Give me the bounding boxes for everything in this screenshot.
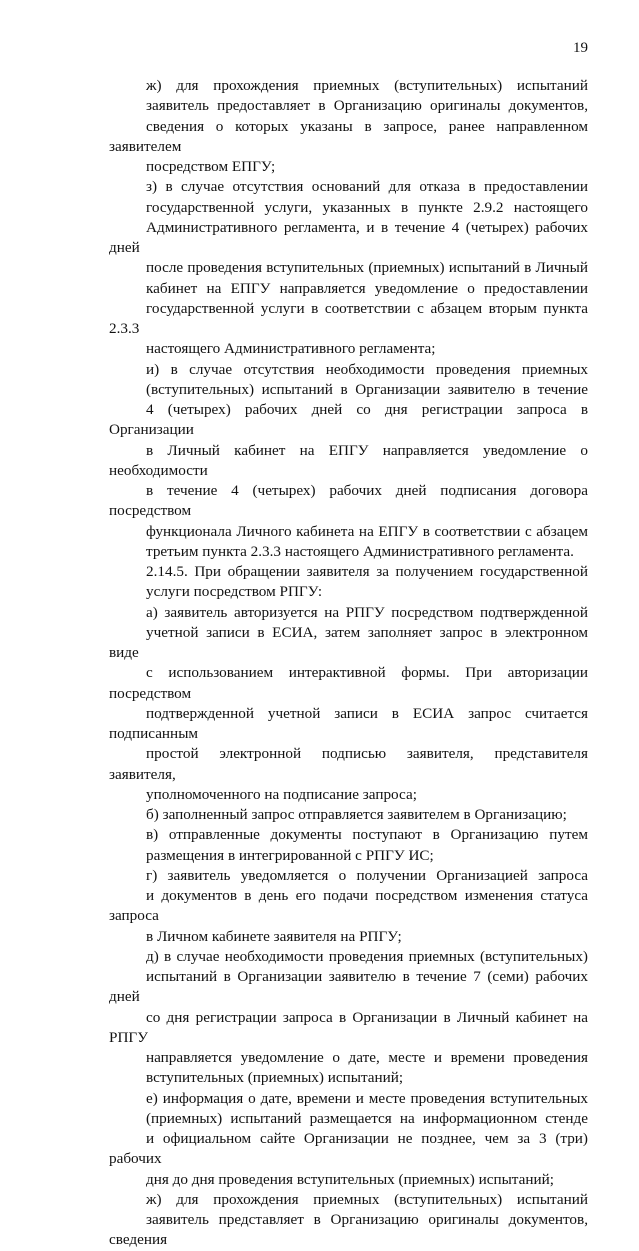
text-line: уполномоченного на подписание запроса; <box>146 785 417 803</box>
text-line: в Личном кабинете заявителя на РПГУ; <box>146 927 402 945</box>
text-line: настоящего Административного регламента; <box>146 340 436 358</box>
text-line: и документов в день его подачи посредством изменения статуса запроса <box>109 887 588 925</box>
text-line: в течение 4 (четырех) рабочих дней подписания договора посредством <box>109 482 588 520</box>
text-line: сведения о которых указаны в запросе, ранее направленном заявителем <box>109 117 588 155</box>
text-line: испытаний в Организации заявителю в течение 7 (семи) рабочих дней <box>109 968 588 1006</box>
paragraph <box>109 947 588 1089</box>
text-line: со дня регистрации запроса в Организации в Личный кабинет на РПГУ <box>109 1008 588 1046</box>
document-body <box>109 76 588 1251</box>
text-line: заявитель представляет в Организацию оригиналы документов, сведения <box>109 1211 588 1249</box>
paragraph <box>109 76 588 177</box>
text-line: Административного регламента, и в течение 4 (четырех) рабочих дней <box>109 218 588 256</box>
paragraph <box>109 805 588 825</box>
text-line: государственной услуги в соответствии с абзацем вторым пункта 2.3.3 <box>109 299 588 337</box>
text-line: третьим пункта 2.3.3 настоящего Административного регламента. <box>146 542 574 560</box>
text-line: (приемных) испытаний размещается на информационном стенде <box>146 1109 588 1127</box>
text-line: 2.14.5. При обращении заявителя за получением государственной <box>146 563 588 580</box>
text-line: г) заявитель уведомляется о получении Организацией запроса <box>146 866 588 884</box>
text-line: кабинет на ЕПГУ направляется уведомление о предоставлении <box>146 279 588 297</box>
paragraph <box>109 1089 588 1190</box>
paragraph <box>109 1190 588 1251</box>
text-line: ж) для прохождения приемных (вступительных) испытаний <box>146 77 588 94</box>
text-line: услуги посредством РПГУ: <box>146 583 323 601</box>
text-line: д) в случае необходимости проведения приемных (вступительных) <box>146 947 588 965</box>
text-line: заявитель предоставляет в Организацию оригиналы документов, <box>146 97 588 115</box>
text-line: а) заявитель авторизуется на РПГУ посредством подтвержденной <box>146 603 588 621</box>
text-line: е) информация о дате, времени и месте проведения вступительных <box>146 1089 588 1107</box>
text-line: функционала Личного кабинета на ЕПГУ в соответствии с абзацем <box>146 522 588 540</box>
paragraph <box>109 177 588 359</box>
text-line: з) в случае отсутствия оснований для отказа в предоставлении <box>146 178 588 196</box>
text-line: направляется уведомление о дате, месте и времени проведения <box>146 1049 588 1066</box>
text-line: после проведения вступительных (приемных) испытаний в Личный <box>146 259 588 277</box>
paragraph <box>109 360 588 563</box>
text-line: государственной услуги, указанных в пункте 2.9.2 настоящего <box>146 198 588 216</box>
text-line: (вступительных) испытаний в Организации заявителю в течение <box>146 380 588 398</box>
paragraph <box>109 603 588 806</box>
text-line: посредством ЕПГУ; <box>146 158 276 175</box>
paragraph <box>109 825 588 866</box>
text-line: б) заполненный запрос отправляется заявителем в Организацию; <box>146 806 567 823</box>
page-number: 19 <box>573 40 588 56</box>
text-line: в) отправленные документы поступают в Организацию путем <box>146 826 588 844</box>
text-line: ж) для прохождения приемных (вступительных) испытаний <box>146 1190 588 1208</box>
text-line: дня до дня проведения вступительных (приемных) испытаний; <box>146 1170 554 1188</box>
text-line: и) в случае отсутствия необходимости проведения приемных <box>146 360 588 378</box>
text-line: 4 (четырех) рабочих дней со дня регистрации запроса в Организации <box>109 401 588 439</box>
paragraph <box>109 562 588 603</box>
paragraph <box>109 866 588 947</box>
text-line: в Личный кабинет на ЕПГУ направляется уведомление о необходимости <box>109 441 588 479</box>
text-line: вступительных (приемных) испытаний; <box>146 1069 404 1087</box>
text-line: простой электронной подписью заявителя, представителя заявителя, <box>109 745 588 783</box>
text-line: учетной записи в ЕСИА, затем заполняет запрос в электронном виде <box>109 623 588 661</box>
text-line: и официальном сайте Организации не позднее, чем за 3 (три) рабочих <box>109 1130 588 1168</box>
text-line: с использованием интерактивной формы. При авторизации посредством <box>109 664 588 702</box>
text-line: размещения в интегрированной с РПГУ ИС; <box>146 846 434 864</box>
text-line: подтвержденной учетной записи в ЕСИА запрос считается подписанным <box>109 704 588 742</box>
